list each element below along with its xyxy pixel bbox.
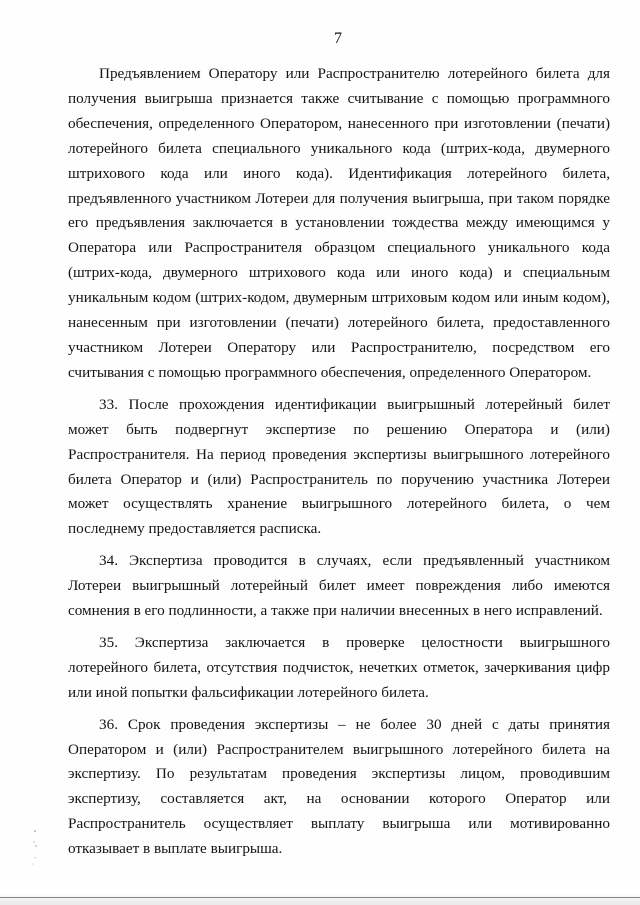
paragraph-identification-by-code: Предъявлением Оператору или Распространителю лотерейного билета для получения выигрыша признается также считывание с помощью программного обеспечения, определенного Оператором, нанесенного при изготовлении (печати) лотерейного билета специального уникального кода (штрих-кода, двумерного штрихового кода или иного кода). Идентификация лотерейного билета, предъявленного участником Лотереи для получения выигрыша, при таком порядке его предъявления заключается в установлении тождества между имеющимся у Оператора или Распространителя образцом специального уникального кода (штрих-кода, двумерного штрихового кода или иного кода) и специальным уникальным кодом (штрих-кодом, двумерным штриховым кодом или иным кодом), нанесенным при изготовлении (печати) лотерейного билета, предоставленного участником Лотереи Оператору или Распространителю, посредством его считывания с помощью программного обеспечения, определенного Оператором. xyxy=(68,65,610,381)
paragraph-35: 35. Экспертиза заключается в проверке целостности выигрышного лотерейного билета, отсутствия подчисток, нечетких отметок, зачеркивания цифр или иной попытки фальсификации лотерейного билета. xyxy=(68,633,610,701)
scan-bottom-edge xyxy=(0,894,640,905)
paragraph-34: 34. Экспертиза проводится в случаях, если предъявленный участником Лотереи выигрышный лотерейный билет имеет повреждения либо имеются сомнения в его подлинности, а также при наличии внесенных в него исправлений. xyxy=(68,552,610,620)
scan-bottom-line xyxy=(0,897,640,898)
paragraph-33: 33. После прохождения идентификации выигрышный лотерейный билет может быть подвергнут экспертизе по решению Оператора и (или) Распространителя. На период проведения экспертизы выигрышного лотерейного билета Оператор и (или) Распространитель по поручению участника Лотереи может осуществлять хранение выигрышного лотерейного билета, о чем последнему предоставляется расписка. xyxy=(68,395,610,538)
scan-artifact-marks xyxy=(30,828,40,868)
document-body xyxy=(68,62,610,862)
paragraph-36: 36. Срок проведения экспертизы – не более 30 дней с даты принятия Оператором и (или) Распространителем выигрышного лотерейного билета на экспертизу. По результатам проведения экспертизы лицом, проводившим экспертизу, составляется акт, на основании которого Оператор или Распространитель осуществляет выплату выигрыша или мотивированно отказывает в выплате выигрыша. xyxy=(68,715,610,858)
page-number: 7 xyxy=(334,30,342,47)
